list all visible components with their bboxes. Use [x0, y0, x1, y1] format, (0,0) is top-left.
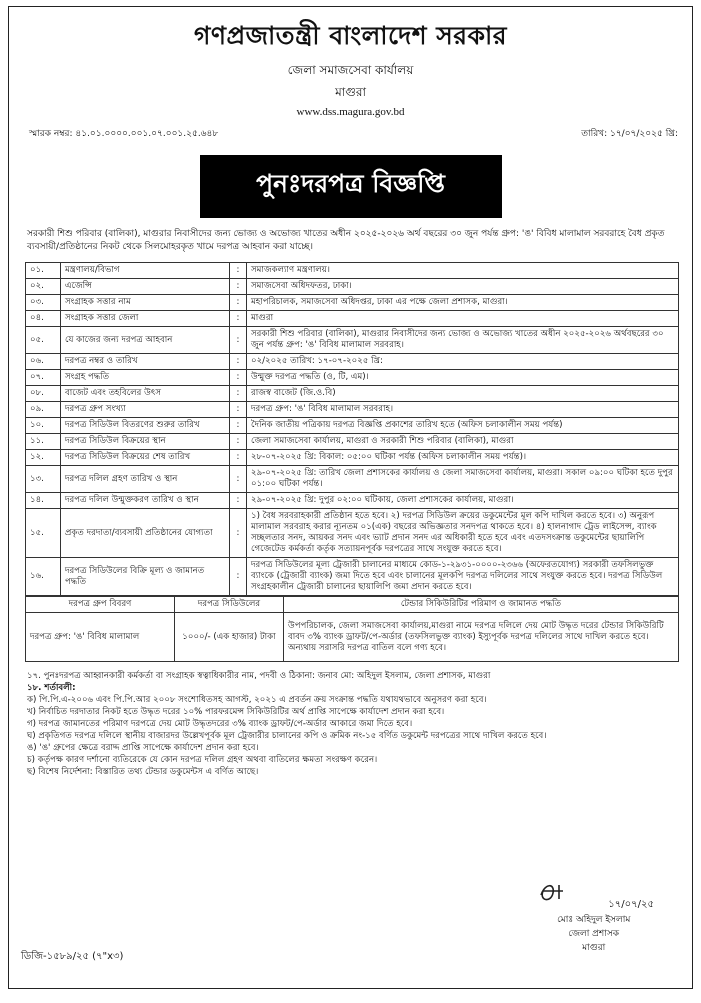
condition-item: খ) নির্বাচিত দরদাতার নিকট হতে উদ্ধৃত দরের ১০% পারফরমেন্স সিকিউরিটির অর্থ প্রাপ্তি সাপেক্ষে কার্যাদেশ প্রদান করা হবে।: [27, 707, 445, 717]
signatory-place: মাগুরা: [582, 943, 606, 953]
row-label: সংগ্রাহক সত্তার জেলা: [61, 311, 230, 327]
row-label: দরপত্র সিডিউল বিক্রয়ের শেষ তারিখ: [61, 450, 230, 466]
row-value: ১) বৈধ সরবরাহকারী প্রতিষ্ঠান হতে হবে। ২) দরপত্র সিডিউল ক্রয়ের ডকুমেন্টের মূল কপি দাখিল করতে হবে। ৩) অনুরূপ মালামাল সরবরাহ করার ন্যূনতম ০১(এক) বছরের অভিজ্ঞতার সনদপত্র থাকতে হবে। ৪) হালনাগাদ ট্রেড লাইসেন্স, ব্যাংক সচ্ছলতার সনদ, আয়কর সনদ এবং ভ্যাট প্রদান সনদ এর অধিকারী হতে হবে এবং এতদসংক্রান্ত ডকুমেন্টের ছায়ালিপি গেজেটেড কর্মকর্তা কর্তৃক সত্যায়নপূর্বক দরপত্রের সাথে সংযুক্ত করতে হবে।: [247, 509, 679, 558]
row-colon: :: [230, 370, 247, 386]
row-label: সংগ্রহ পদ্ধতি: [61, 370, 230, 386]
row-number: ০৮.: [26, 386, 61, 402]
group-cell: দরপত্র গ্রুপ: 'ঙ' বিবিধ মালামাল: [26, 613, 175, 662]
row-value: মাগুরা: [247, 311, 679, 327]
row-value: উন্মুক্ত দরপত্র পদ্ধতি (ও, টি, এম)।: [247, 370, 679, 386]
condition-item: ঘ) প্রকৃতিগত দরপত্র দলিলে স্থানীয় বাজারদর উল্লেখপূর্বক মূল ট্রেজারীর চালানের কপি ও ক্রমিক নং-১৫ বর্ণিত ডকুমেন্ট দরপত্রের সাথে দাখিল করতে হবে।: [27, 731, 547, 741]
row-value: দৈনিক জাতীয় পত্রিকায় দরপত্র বিজ্ঞপ্তি প্রকাশের তারিখ হতে (অফিস চলাকালীন সময় পর্যন্ত): [247, 418, 679, 434]
row-value: মহাপরিচালক, সমাজসেবা অধিদপ্তর, ঢাকা এর পক্ষে জেলা প্রশাসক, মাগুরা।: [247, 295, 679, 311]
row-colon: :: [230, 311, 247, 327]
table-row: [26, 327, 679, 354]
website-link[interactable]: www.dss.magura.gov.bd: [296, 106, 405, 118]
table-row: [26, 263, 679, 279]
row-colon: :: [230, 295, 247, 311]
row-number: ০১.: [26, 263, 61, 279]
condition-item: গ) দরপত্র জামানতের পরিমাণ দরপত্রে দেয় মোট উদ্ধৃতদরের ৩% ব্যাংক ড্রাফট/পে-অর্ডার আকারে জমা দিতে হবে।: [27, 719, 413, 729]
price-header: দরপত্র সিডিউলের: [175, 597, 284, 613]
condition-item: ক) পি.পি.এ-২০০৬ এবং পি.পি.আর ২০০৮ সংশোধিতসহ আগস্ট, ২০২১ এ প্রবর্তন ক্রয় সংক্রান্ত পদ্ধতি যথাযথভাবে অনুসরণ করা হবে।: [27, 695, 487, 705]
table-row: [26, 434, 679, 450]
row-number: ০৩.: [26, 295, 61, 311]
row-colon: :: [230, 558, 247, 596]
row-number: ১৫.: [26, 509, 61, 558]
dg-number: ডিজি-১৫৮৯/২৫ (৭"x৩): [21, 951, 124, 962]
row-number: ১১.: [26, 434, 61, 450]
table-row: [26, 370, 679, 386]
condition-item: ছ) বিশেষ নির্দেশনা: বিস্তারিত তথ্য টেন্ডার ডকুমেন্টস এ বর্ণিত আছে।: [27, 767, 259, 777]
signature-date: ১৭/০৭/২৫: [608, 899, 654, 910]
row-label: দরপত্র গ্রুপ সংখ্যা: [61, 402, 230, 418]
table-row: [26, 386, 679, 402]
row-value: ২৮-০৭-২০২৫ খ্রি: বিকাল: ০৫:০০ ঘটিকা পর্যন্ত (অফিস চলাকালীন সময় পর্যন্ত)।: [247, 450, 679, 466]
table-row: [26, 311, 679, 327]
row-value: ২৯-০৭-২০২৫ খ্রি: দুপুর ০২:০০ ঘটিকায়, জেলা প্রশাসকের কার্যালয়, মাগুরা।: [247, 493, 679, 509]
row-number: ০২.: [26, 279, 61, 295]
footer-terms: [27, 670, 676, 778]
row-label: দরপত্র সিডিউল বিতরণের শুরুর তারিখ: [61, 418, 230, 434]
row-number: ১২.: [26, 450, 61, 466]
signatory-designation: জেলা প্রশাসক: [568, 929, 620, 939]
reference-line: [29, 126, 678, 141]
table-row: [26, 493, 679, 509]
tender-group-table: [25, 596, 679, 662]
row-value: সমাজসেবা অধিদফতর, ঢাকা।: [247, 279, 679, 295]
footer-line-17: ১৭. পুনঃদরপত্র আহ্বানকারী কর্মকর্তা বা সংগ্রাহক স্বত্বাধিকারীর নাম, পদবী ও ঠিকানা: জনাব মো: অহিদুল ইসলাম, জেলা প্রশাসক, মাগুরা: [27, 671, 491, 681]
row-value: দরপত্র গ্রুপ: 'ঙ' বিবিধ মালামাল সরবরাহ।: [247, 402, 679, 418]
row-colon: :: [230, 354, 247, 370]
row-label: যে কাজের জন্য দরপত্র আহবান: [61, 327, 230, 354]
row-colon: :: [230, 466, 247, 493]
row-label: দরপত্র সিডিউল বিক্রয়ের স্থান: [61, 434, 230, 450]
row-number: ১৬.: [26, 558, 61, 596]
signature-image: [533, 877, 654, 910]
table-row: [26, 354, 679, 370]
tender-info-table: [25, 262, 679, 596]
group-header: দরপত্র গ্রুপ বিবরণ: [26, 597, 175, 613]
row-value: ০২/২০২৫ তারিখ: ১৭-০৭-২০২৫ খ্রি:: [247, 354, 679, 370]
letterhead: [9, 16, 692, 118]
row-value: সরকারী শিশু পরিবার (বালিকা), মাগুরার নিবাসীদের জন্য ভোজ্য ও অভোজ্য খাতের অধীন ২০২৫-২০২৬ অর্থবছরের ৩০ জুন পর্যন্ত গ্রুপ: 'ঙ' বিবিধ মালামাল সরবরাহ।: [247, 327, 679, 354]
row-label: সংগ্রাহক সত্তার নাম: [61, 295, 230, 311]
footer-line-18: ১৮. শর্তাবলী:: [27, 683, 76, 693]
row-label: দরপত্র নম্বর ও তারিখ: [61, 354, 230, 370]
row-number: ১৩.: [26, 466, 61, 493]
table-row: [26, 450, 679, 466]
security-cell: উপপরিচালক, জেলা সমাজসেবা কার্যালয়,মাগুরা নামে দরপত্র দলিলে দেয় মোট উদ্ধৃত দরের টেন্ডার সিকিউরিটি বাবদ ৩% ব্যাংক ড্রাফট/পে-অর্ডার (তফসিলভুক্ত ব্যাংক) ইস্যুপূর্বক দরপত্র দলিলের সাথে দাখিল করতে হবে। অন্যথায় সরাসরি দরপত্র বাতিল বলে গণ্য হবে।: [284, 613, 679, 662]
row-colon: :: [230, 402, 247, 418]
row-value: ২৯-০৭-২০২৫ খ্রি: তারিখ জেলা প্রশাসকের কার্যালয় ও জেলা সমাজসেবা কার্যালয়, মাগুরা। সকাল ০৯:০০ ঘটিকা হতে দুপুর ০১:০০ ঘটিকা পর্যন্ত।: [247, 466, 679, 493]
row-label: এজেন্সি: [61, 279, 230, 295]
row-number: ০৫.: [26, 327, 61, 354]
row-value: সমাজকল্যাণ মন্ত্রণালয়।: [247, 263, 679, 279]
table-row: [26, 558, 679, 596]
government-title: গণপ্রজাতন্ত্রী বাংলাদেশ সরকার: [194, 21, 507, 50]
table-row: [26, 295, 679, 311]
office-name: জেলা সমাজসেবা কার্যালয়: [287, 63, 414, 77]
row-number: ০৭.: [26, 370, 61, 386]
security-header: টেন্ডার সিকিউরিটির পরিমাণ ও জামানত পদ্ধতি: [284, 597, 679, 613]
row-colon: :: [230, 450, 247, 466]
table-row: [26, 402, 679, 418]
district-name: মাগুরা: [335, 85, 366, 99]
condition-item: চ) কর্তৃপক্ষ কারণ দর্শানো ব্যতিরেকে যে কোন দরপত্র দলিল গ্রহণ অথবা বাতিলের ক্ষমতা সংরক্ষণ করেন।: [27, 755, 378, 765]
row-number: ১৪.: [26, 493, 61, 509]
signature-block: [533, 877, 654, 955]
row-colon: :: [230, 418, 247, 434]
signatory-name: মোঃ অহিদুল ইসলাম: [557, 915, 631, 925]
row-colon: :: [230, 263, 247, 279]
table-row: [26, 466, 679, 493]
memo-number: স্মারক নম্বর: ৪১.০১.০০০০.০০১.০৭.০০১.২৫.৬৪৮: [29, 129, 219, 139]
row-label: মন্ত্রণালয়/বিভাগ: [61, 263, 230, 279]
table-row: [26, 509, 679, 558]
row-label: দরপত্র সিডিউলের বিক্রি মূল্য ও জামানত পদ্ধতি: [61, 558, 230, 596]
row-colon: :: [230, 279, 247, 295]
row-number: ০৬.: [26, 354, 61, 370]
table-row: [26, 418, 679, 434]
notice-page: [8, 6, 693, 989]
price-cell: ১০০০/- (এক হাজার) টাকা: [175, 613, 284, 662]
condition-item: ঙ) 'ঙ' গ্রুপের ক্ষেত্রে বরাদ্দ প্রাপ্তি সাপেক্ষে কার্যাদেশ প্রদান করা হবে।: [27, 743, 259, 753]
row-colon: :: [230, 386, 247, 402]
table-row: [26, 279, 679, 295]
row-number: ১০.: [26, 418, 61, 434]
row-label: বাজেট এবং তহবিলের উৎস: [61, 386, 230, 402]
row-value: জেলা সমাজসেবা কার্যালয়, মাগুরা ও সরকারী শিশু পরিবার (বালিকা), মাগুরা: [247, 434, 679, 450]
memo-date: তারিখ: ১৭/০৭/২০২৫ খ্রি:: [581, 129, 678, 139]
row-number: ০৪.: [26, 311, 61, 327]
row-colon: :: [230, 434, 247, 450]
row-colon: :: [230, 327, 247, 354]
row-label: দরপত্র দলিল উন্মুক্তকরণ তারিখ ও স্থান: [61, 493, 230, 509]
row-label: দরপত্র দলিল গ্রহণ তারিখ ও স্থান: [61, 466, 230, 493]
row-label: প্রকৃত দরদাতা/ব্যবসায়ী প্রতিষ্ঠানের যোগ্যতা: [61, 509, 230, 558]
row-value: রাজস্ব বাজেট (জি.ও.বি): [247, 386, 679, 402]
row-value: দরপত্র সিডিউলের মূল্য ট্রেজারী চালানের মাধ্যমে কোড-১-২৯৩১-০০০০-২৩৬৬ (অফেরতযোগ্য) সরকারী তফসিলভুক্ত ব্যাংকে (ট্রেজারী ব্যাংক) জমা দিতে হবে এবং চালানের মূলকপি দরপত্র দলিলের সাথে সংযুক্ত করতে হবে। দরপত্র সিডিউল সংগ্রহকালীন ট্রেজারী চালানের ছায়ালিপি জমা প্রদান করতে হবে।: [247, 558, 679, 596]
row-colon: :: [230, 493, 247, 509]
intro-paragraph: সরকারী শিশু পরিবার (বালিকা), মাগুরার নিবাসীদের জন্য ভোজ্য ও অভোজ্য খাতের অধীন ২০২৫-২০২৬ অর্থ বছরের ৩০ জুন পর্যন্ত গ্রুপ: 'ঙ' বিবিধ মালামাল সরবরাহে বৈধ প্রকৃত ব্যবসায়ী/প্রতিষ্ঠানের নিকট থেকে সিলমোহরকৃত খামে দরপত্র আহবান করা যাচ্ছে।: [27, 229, 665, 252]
notice-banner: পুনঃদরপত্র বিজ্ঞপ্তি: [200, 155, 502, 218]
row-colon: :: [230, 509, 247, 558]
row-number: ০৯.: [26, 402, 61, 418]
